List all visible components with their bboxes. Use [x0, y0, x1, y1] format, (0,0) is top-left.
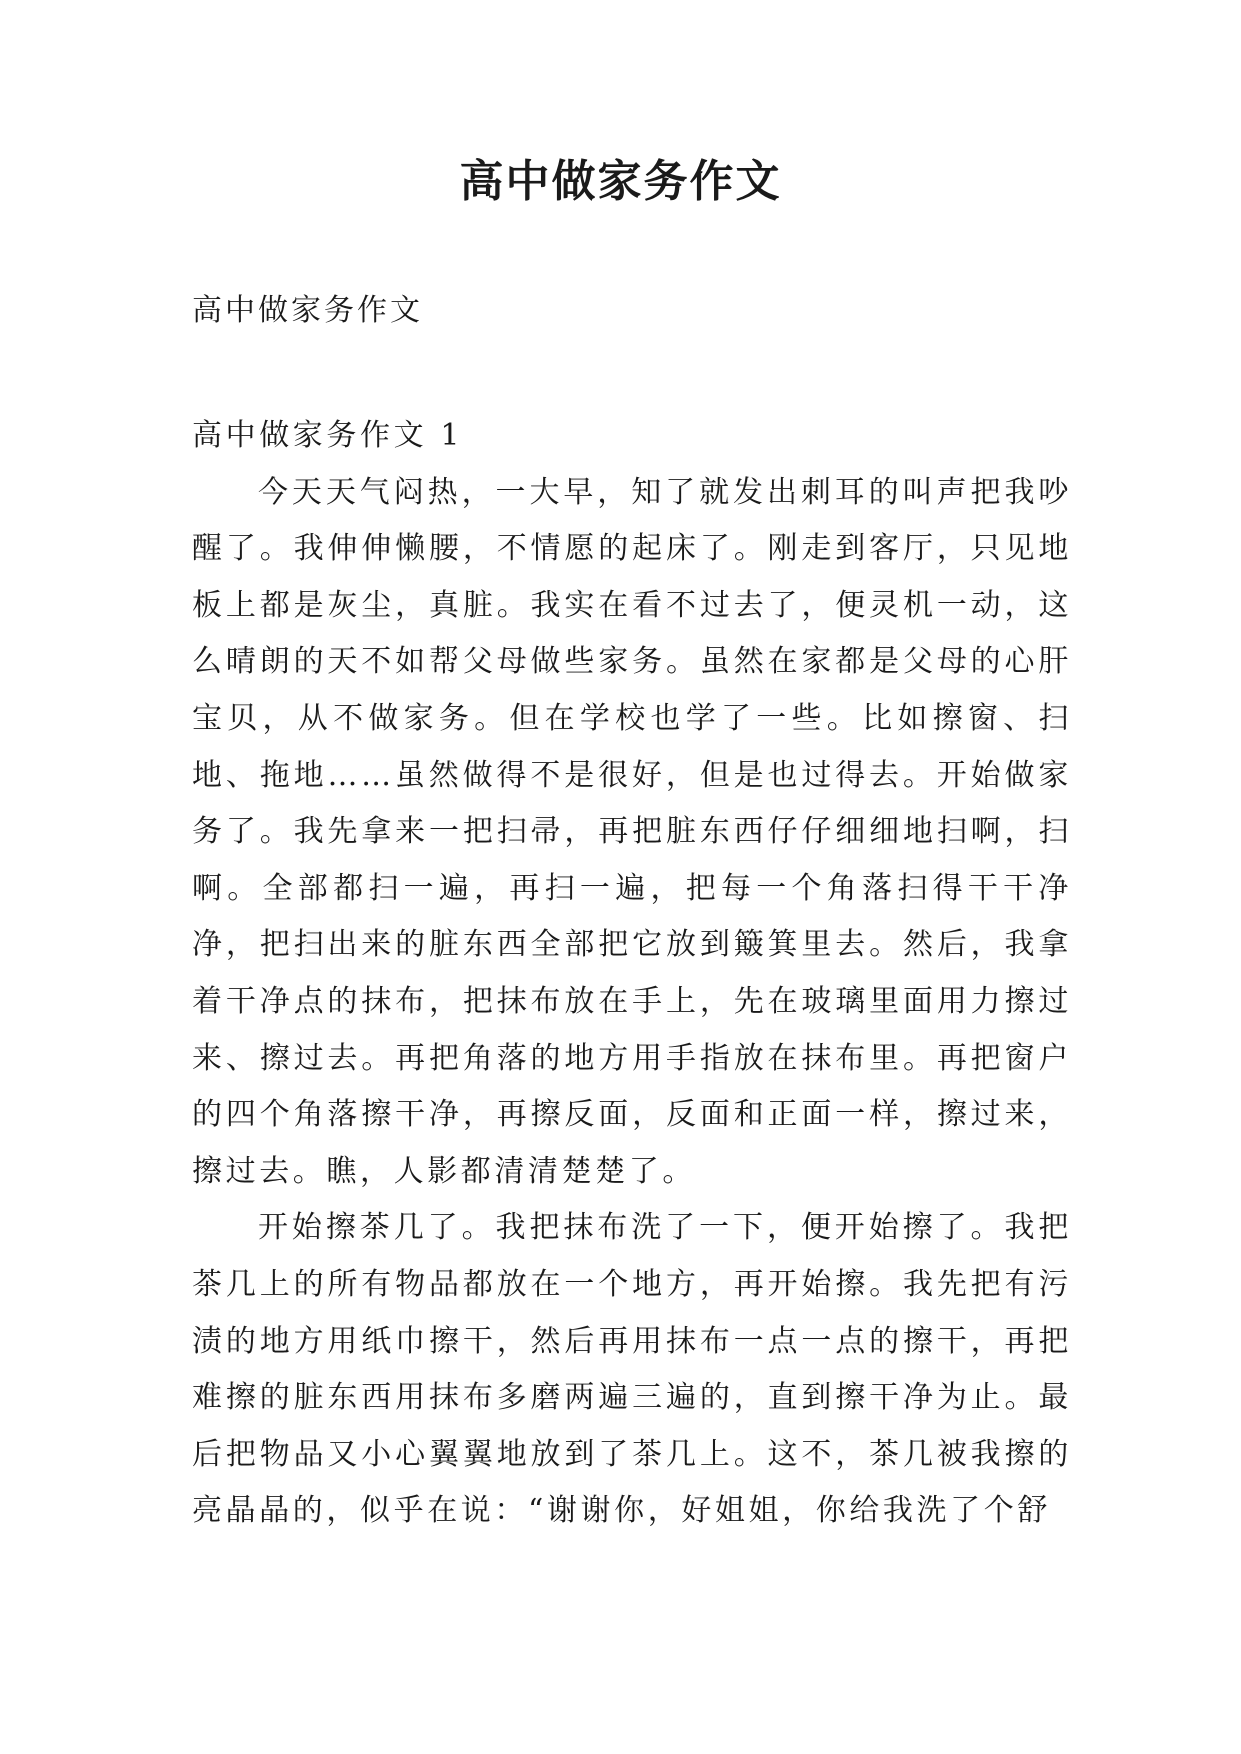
body-paragraph: 开始擦茶几了。我把抹布洗了一下，便开始擦了。我把茶几上的所有物品都放在一个地方，再开始擦。我先把有污渍的地方用纸巾擦干，然后再用抹布一点一点的擦干，再把难擦的脏东西用抹布多磨两遍三遍的，直到擦干净为止。最后把物品又小心翼翼地放到了茶几上。这不，茶几被我擦的亮晶晶的，似乎在说：“谢谢你，好姐姐，你给我洗了个舒	[192, 1210, 1072, 1529]
document-body	[192, 408, 1072, 1540]
document-subtitle: 高中做家务作文	[192, 293, 423, 328]
section-heading: 高中做家务作文 1	[192, 418, 464, 453]
body-paragraph: 今天天气闷热，一大早，知了就发出刺耳的叫声把我吵醒了。我伸伸懒腰，不情愿的起床了。刚走到客厅，只见地板上都是灰尘，真脏。我实在看不过去了，便灵机一动，这么晴朗的天不如帮父母做些家务。虽然在家都是父母的心肝宝贝，从不做家务。但在学校也学了一些。比如擦窗、扫地、拖地……虽然做得不是很好，但是也过得去。开始做家务了。我先拿来一把扫帚，再把脏东西仔仔细细地扫啊，扫啊。全部都扫一遍，再扫一遍，把每一个角落扫得干干净净，把扫出来的脏东西全部把它放到簸箕里去。然后，我拿着干净点的抹布，把抹布放在手上，先在玻璃里面用力擦过来、擦过去。再把角落的地方用手指放在抹布里。再把窗户的四个角落擦干净，再擦反面，反面和正面一样，擦过来，擦过去。瞧，人影都清清楚楚了。	[192, 474, 1072, 1189]
document-title: 高中做家务作文	[459, 156, 782, 207]
